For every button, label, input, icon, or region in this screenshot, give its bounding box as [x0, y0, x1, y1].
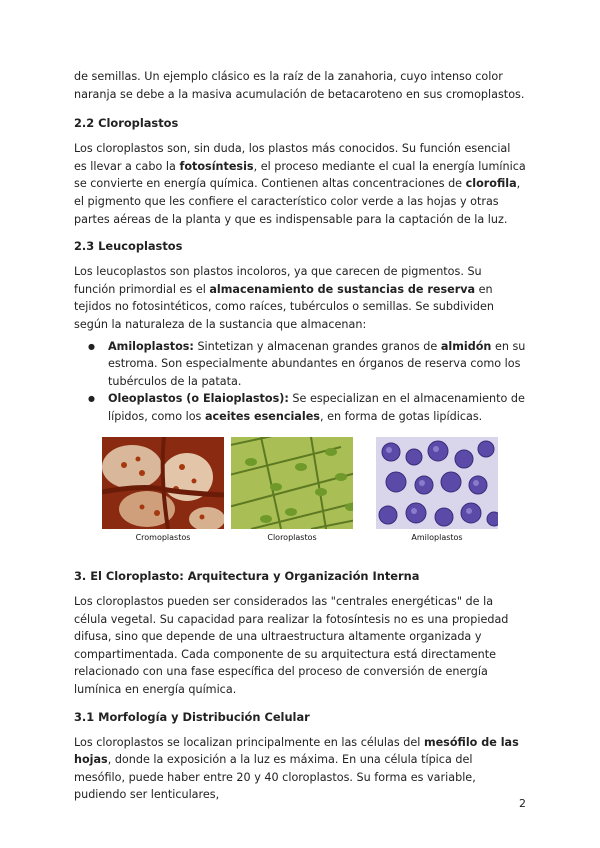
paragraph-morfologia: Los cloroplastos se localizan principalmente en las células del mesófilo de las hojas, donde la exposición a la luz es máxima. En una célula típica del mesófilo, puede haber entre 20 y 40 cloroplastos. Su forma es variable, pudiendo ser lenticulares, [74, 735, 519, 802]
figure-row [102, 437, 498, 547]
caption-cloroplastos: Cloroplastos [267, 533, 317, 542]
list-item: ● Amiloplastos: Sintetizan y almacenan grandes granos de almidón en su estroma. Son especialmente abundantes en órganos de reserva como los tubérculos de la patata. [108, 338, 526, 391]
cromoplastos-image [102, 437, 224, 529]
caption-cromoplastos: Cromoplastos [135, 533, 191, 542]
page-content-lower [74, 568, 526, 804]
paragraph-arquitectura: Los cloroplastos pueden ser considerados las "centrales energéticas" de la célula vegetal. Su capacidad para realizar la fotosíntesis no es una propiedad difusa, sino que depende de una ultraestructura altamente organizada y compartimentada. Cada componente de su arquitectura está directamente relacionado con una fase específica del proceso de conversión de energía lumínica en energía química. [74, 595, 509, 696]
paragraph-leucoplastos: Los leucoplastos son plastos incoloros, ya que carecen de pigmentos. Su función primordial es el almacenamiento de sustancias de reserva en tejidos no fotosintéticos, como raíces, tubérculos o semillas. Se subdividen según la naturaleza de la sustancia que almacenan: [74, 265, 494, 331]
cloroplastos-image [231, 437, 353, 529]
heading-3: 3. El Cloroplasto: Arquitectura y Organización Interna [74, 569, 420, 583]
list-item: ● Oleoplastos (o Elaioplastos): Se especializan en el almacenamiento de lípidos, como los aceites esenciales, en forma de gotas lipídicas. [108, 390, 526, 425]
paragraph-cloroplastos: Los cloroplastos son, sin duda, los plastos más conocidos. Su función esencial es llevar a cabo la fotosíntesis, el proceso mediante el cual la energía lumínica se convierte en energía química. Contienen altas concentraciones de clorofila, el pigmento que les confiere el característico color verde a las hojas y otras partes aéreas de la planta y que es indispensable para la captación de la luz. [74, 142, 526, 226]
amiloplastos-image [376, 437, 498, 529]
page-content [74, 68, 526, 426]
heading-3-1: 3.1 Morfología y Distribución Celular [74, 709, 310, 724]
intro-paragraph: de semillas. Un ejemplo clásico es la raíz de la zanahoria, cuyo intenso color naranja se debe a la masiva acumulación de betacaroteno en sus cromoplastos. [74, 70, 525, 101]
heading-2-3: 2.3 Leucoplastos [74, 239, 183, 254]
caption-amiloplastos: Amiloplastos [411, 533, 463, 542]
heading-2-2: 2.2 Cloroplastos [74, 116, 179, 131]
leucoplast-list [74, 338, 526, 426]
page-number: 2 [519, 797, 526, 810]
